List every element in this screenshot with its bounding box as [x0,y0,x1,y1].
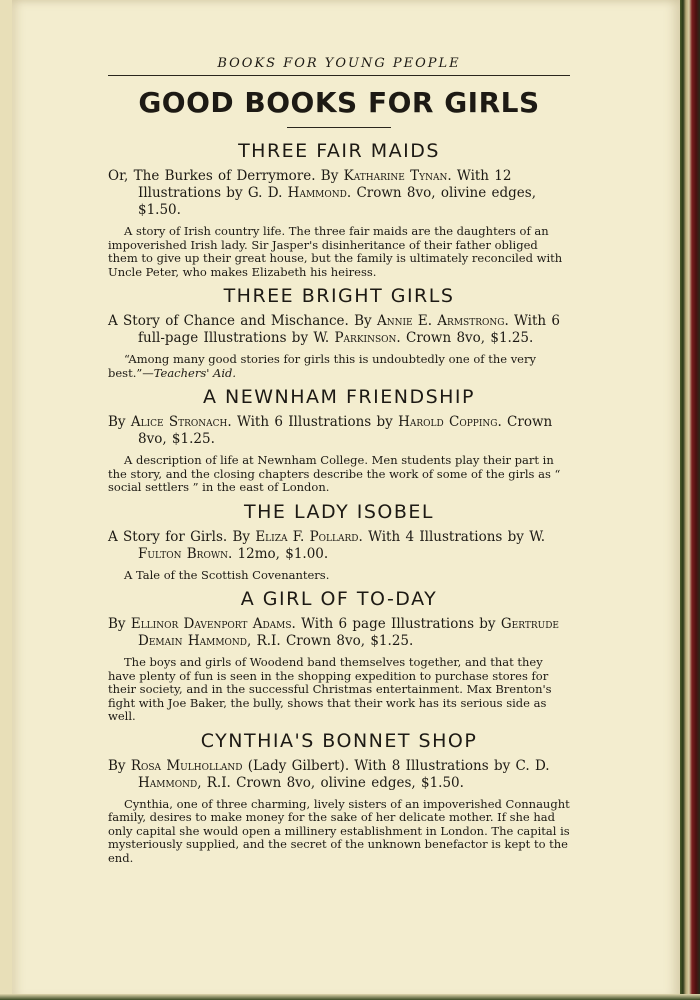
blurb-text: A description of life at Newnham College. Men students play their part in the story, and the closing chapters describe the work of some of the girls as “ social settlers ” in the east of London. [108,453,561,494]
blurb-text: Cynthia, one of three charming, lively sisters of an impoverished Connaught family, desires to make money for the sake of her delicate mother. If she had only capital she would open a millinery establishment in London. The capital is mysteriously supplied, and the secret of the unknown benefactor is kept to the end. [108,796,570,865]
book-blurb [108,798,570,866]
book-blurb [108,353,570,380]
book-entry [108,386,570,495]
author-name: Rosa Mulholland [130,757,243,774]
author-name: Katharine Tynan [343,168,448,184]
illustrator-name: Gertrude Demain Hammond [138,616,559,649]
byline-prefix: Or, The Burkes of Derrymore. By [108,168,344,184]
page-title: GOOD BOOKS FOR GIRLS [138,86,540,119]
book-entry [108,730,570,866]
author-name: Eliza F. Pollard [255,528,359,545]
byline-middle: . With 6 Illustrations by [227,414,399,430]
blurb-text: A Tale of the Scottish Covenanters. [124,567,330,582]
illustrator-name: W. Fulton Brown [138,528,546,562]
blurb-text: “Among many good stories for girls this is undoubtedly one of the very best.”— [108,352,536,380]
byline-prefix: By [108,757,131,774]
byline-suffix: , R.I. Crown 8vo, olivine edges, $1.50. [197,774,464,791]
page-bottom-edge [0,994,700,1000]
blurb-text: A story of Irish country life. The three fair maids are the daughters of an impoverished Irish lady. Sir Jasper's disinheritance of their father obliged them to give up their great house, but the family is ultimately reconciled with Uncle Peter, who makes Elizabeth his heiress. [108,224,563,279]
book-byline [108,414,570,448]
running-head: BOOKS FOR YOUNG PEOPLE [217,56,461,71]
byline-middle: . With 4 Illustrations by [358,528,530,545]
book-blurb [108,454,570,495]
book-byline [108,313,570,347]
book-byline [108,168,570,219]
byline-suffix: , R.I. Crown 8vo, $1.25. [247,633,414,649]
byline-suffix: . Crown 8vo, $1.25. [138,414,553,447]
book-blurb [108,656,570,724]
book-byline [108,616,570,650]
book-blurb [108,225,570,279]
book-edge [680,0,700,1000]
book-title: A NEWNHAM FRIENDSHIP [203,386,475,408]
illustrator-name: W. Parkinson [313,330,397,346]
blurb-text: The boys and girls of Woodend band themselves together, and that they have plenty of fun is seen in the shopping expedition to purchase stores for their society, and in the successful Christmas entertainment. Max Brenton's fight with Joe Baker, the bully, shows that their work has its serious side as well. [108,655,552,723]
book-title: A GIRL OF TO-DAY [240,588,438,610]
author-name: Alice Stronach [130,414,228,430]
byline-suffix: . 12mo, $1.00. [227,545,329,562]
byline-suffix: . Crown 8vo, olivine edges, $1.50. [138,185,536,218]
illustrator-name: Harold Copping [398,414,498,430]
byline-middle: . With 6 page Illustrations by [291,616,501,632]
book-entry [108,140,570,279]
book-title: THE LADY ISOBEL [244,500,434,523]
byline-prefix: By [108,414,131,430]
book-title: THREE BRIGHT GIRLS [223,285,455,307]
illustrator-name: G. D. Hammond [247,185,347,201]
author-name: Annie E. Armstrong [376,313,505,329]
header-rule [108,75,570,76]
book-entry [108,501,570,583]
book-blurb [108,569,570,583]
author-name: Ellinor Davenport Adams [130,616,292,632]
book-byline [108,758,570,792]
page-content [108,56,570,871]
byline-prefix: A Story for Girls. By [108,528,256,545]
byline-middle: (Lady Gilbert). With 8 Illustrations by [242,757,516,774]
illustrator-name: C. D. Hammond [138,757,550,791]
book-entry [108,588,570,724]
book-entry [108,285,570,380]
byline-suffix: . Crown 8vo, $1.25. [396,330,534,346]
byline-middle: . With 6 full-page Illustrations by [138,313,560,346]
book-byline [108,529,570,563]
byline-prefix: By [108,616,131,632]
byline-prefix: A Story of Chance and Mischance. By [108,313,377,329]
title-rule [287,127,391,128]
blurb-source: Teachers' Aid. [153,365,237,380]
book-title: CYNTHIA'S BONNET SHOP [200,729,478,752]
book-title: THREE FAIR MAIDS [238,140,440,162]
book-list [108,140,570,865]
byline-middle: . With 12 Illustrations by [138,168,512,201]
